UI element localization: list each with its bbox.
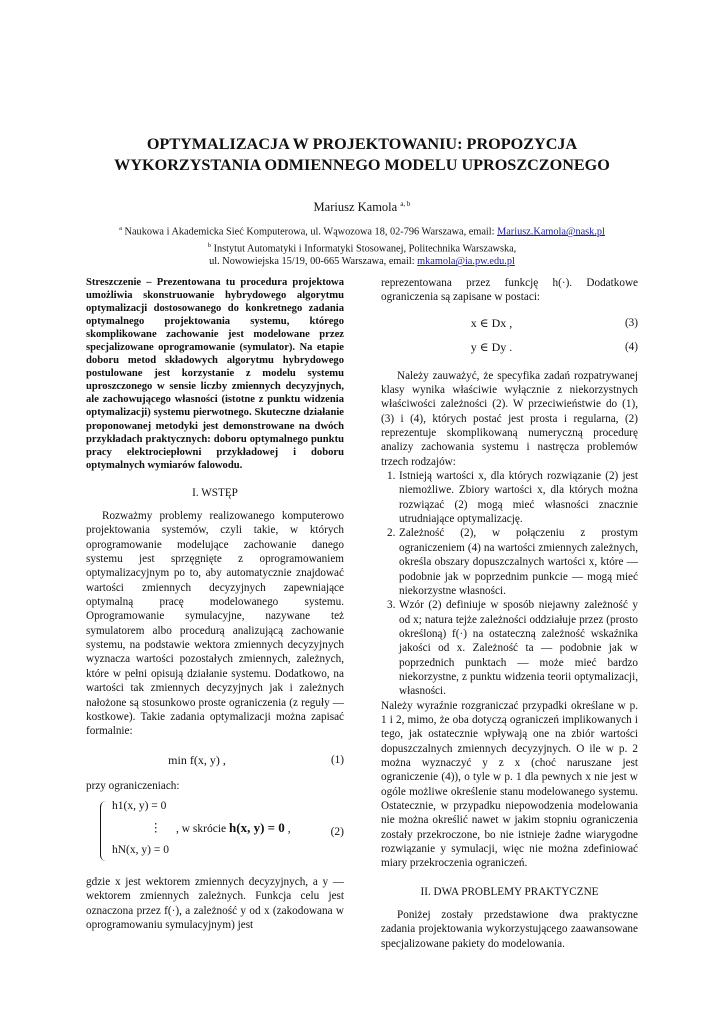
list-item-text: Wzór (2) definiuje w sposób niejawny zależność y od x; natura tejże zależności oddziałuje przez (prosto określoną) f(·) na ostateczną zależność wskaźnika jakości od x. Zależność ta — podobnie jak w poprzednich punktach — może mieć bardzo niekorzystne, z punktu widzenia teorii optymalizacji, własności. (399, 599, 638, 698)
equation-3 (381, 309, 638, 337)
list-item-number: 2. (387, 527, 396, 540)
shorthand-label: , w skrócie (176, 822, 230, 835)
equation-1 (86, 747, 344, 775)
title-line-1: OPTYMALIZACJA W PROJEKTOWANIU: PROPOZYCJA (146, 135, 578, 153)
right-paragraph-4: Poniżej zostały przedstawione dwa praktyczne zadania projektowania wykorzystującego zaawansowane specjalizowane pakiety do modelowania. (381, 909, 638, 950)
affil-a-mark: a (119, 225, 122, 232)
system-shorthand (176, 821, 291, 836)
equation-3-number: (3) (624, 316, 638, 329)
author-name: Mariusz Kamola (313, 200, 398, 215)
right-paragraph-2: Należy zauważyć, że specyfika zadań rozpatrywanej klasy wynika właściwie wyłącznie z niekorzystnych właściwości zależności (2). W przeciwieństwie do (1), (3) i (4), których postać jest prosta i regularna, (2) reprezentuje skomplikowaną numeryczną procedurę analizy zachowania systemu i nastręcza problemów trzech rodzajów: (381, 369, 638, 468)
author-line (0, 200, 724, 215)
system-row-dots: ⋮ (150, 821, 162, 834)
definitions-paragraph: gdzie x jest wektorem zmiennych decyzyjnych, a y — wektorem zmiennych zależnych. Funkcja celu jest oznaczona przez f(·), a zależność y od x (zakodowana w oprogramowaniu symulacyjnym) jest (86, 875, 344, 931)
equation-3-expr: x ∈ Dx , (470, 315, 513, 330)
section-heading-intro: I. WSTĘP (192, 486, 238, 499)
affiliations (40, 222, 684, 268)
affil-b-address-text: ul. Nowowiejska 15/19, 00-665 Warszawa, email: (209, 256, 418, 268)
affiliation-b-address (40, 255, 684, 268)
paper-title (60, 134, 664, 176)
list-item-text: Zależność (2), w połączeniu z prostym ograniczeniem (4) na wartości zmiennych zależnych, określa obszary dopuszczalnych wartości x, które — podobnie jak w poprzednim punkcie — mogą mieć niekorzystne własności. (399, 527, 638, 597)
problem-list (381, 469, 638, 699)
email-link-a[interactable]: Mariusz.Kamola@nask.pl (497, 226, 605, 238)
affil-b-text: Instytut Automatyki i Informatyki Stosowanej, Politechnika Warszawska, (213, 243, 517, 255)
equation-4 (381, 337, 638, 357)
list-item (381, 526, 638, 598)
constraints-label: przy ograniczeniach: (86, 779, 180, 792)
title-line-2: WYKORZYSTANIA ODMIENNEGO MODELU UPROSZCZONEGO (114, 156, 610, 174)
left-column (86, 276, 344, 932)
affiliation-b (40, 239, 684, 256)
intro-paragraph: Rozważmy problemy realizowanego komputerowo projektowania systemów, czyli takie, w których oprogramowanie modelujące zachowanie danego systemu jest sprzęgnięte z oprogramowaniem optymalizacyjnym po to, aby automatycznie znajdować wartości zmiennych decyzyjnych zapewniające optymalną pracę modelowanego systemu. Oprogramowanie symulacyjne, nazywane też symulatorem albo procedurą analizującą zachowanie systemu, na podstawie wektora zmiennych decyzyjnych wyznacza wartości pozostałych zmiennych, zależnych, które w pełni opisują działanie systemu. Dodatkowo, na wartości tak zmiennych decyzyjnych jak i zależnych nałożone są stosunkowo proste ograniczenia (z reguły — kostkowe). Takie zadania optymalizacji można zapisać formalnie: (86, 510, 344, 738)
equation-4-number: (4) (624, 340, 638, 353)
list-item-number: 1. (387, 470, 396, 483)
equation-1-number: (1) (330, 754, 344, 767)
shorthand-end: , (284, 822, 291, 835)
system-row-n: hN(x, y) = 0 (112, 843, 169, 856)
list-item-text: Istnieją wartości x, dla których rozwiązanie (2) jest niemożliwe. Zbiory wartości x, dla których można rozwiązać (2) mogą mieć własności znacznie utrudniające optymalizację. (399, 470, 638, 526)
system-row-1: h1(x, y) = 0 (112, 799, 167, 812)
affiliation-a (40, 222, 684, 239)
author-affil-mark: a, b (400, 200, 411, 208)
right-paragraph-3: Należy wyraźnie rozgraniczać przypadki określane w p. 1 i 2, mimo, że oba dotyczą ograniczeń implikowanych i tego, jak ostatecznie wpływają one na zbiór wartości dopuszczalnych zmiennych decyzyjnych. O ile w p. 2 można wyznaczyć y z x (choć naruszane jest ograniczenie (4)), o tyle w p. 1 dla pewnych x nie jest w ogóle możliwe określenie stanu modelowanego systemu. Ostatecznie, w przypadku niepowodzenia modelowania nie można określić nawet w jakim stopniu ograniczenia zostały przekroczone, bo nie istnieje żadne wiarygodne rozwiązanie y symulacji, więc nie można zdefiniować miary przekroczenia ograniczeń. (381, 699, 638, 870)
equation-1-expr: min f(x, y) , (168, 753, 226, 768)
email-link-b[interactable]: mkamola@ia.pw.edu.pl (417, 256, 515, 268)
affil-a-text: Naukowa i Akademicka Sieć Komputerowa, ul. Wąwozowa 18, 02-796 Warszawa, email: (124, 226, 498, 238)
equation-2-number: (2) (330, 825, 344, 838)
list-item (381, 469, 638, 526)
left-brace (100, 801, 107, 861)
right-paragraph-1: reprezentowana przez funkcję h(·). Dodatkowe ograniczenia są zapisane w postaci: (381, 277, 638, 304)
list-item (381, 598, 638, 698)
affil-b-mark: b (207, 241, 211, 249)
equation-2 (86, 799, 344, 867)
equation-4-expr: y ∈ Dy . (470, 339, 513, 354)
section-heading-problems: II. DWA PROBLEMY PRAKTYCZNE (420, 885, 599, 898)
right-column (381, 276, 638, 951)
shorthand-expr: h(x, y) = 0 (229, 819, 285, 835)
list-item-number: 3. (387, 599, 396, 612)
abstract: Streszczenie – Prezentowana tu procedura projektowa umożliwia skonstruowanie hybrydowego algorytmu optymalizacji dostosowanego do konkretnego zadania optymalnego projektowania systemu, którego skomplikowane zachowanie jest modelowane przez specjalizowane oprogramowanie (symulator). Na etapie doboru metod składowych algorytmu hybrydowego postulowane jest korzystanie z modelu systemu uproszczonego w sensie liczby zmiennych decyzyjnych, ale zachowującego własności (istotne z punktu widzenia optymalizacji) systemu pierwotnego. Skuteczne działanie proponowanej metodyki jest demonstrowane na dwóch przykładach praktycznych: doboru optymalnego punktu pracy elektrociepłowni przykładowej i doboru optymalnych wymiarów falowodu. (86, 277, 344, 471)
